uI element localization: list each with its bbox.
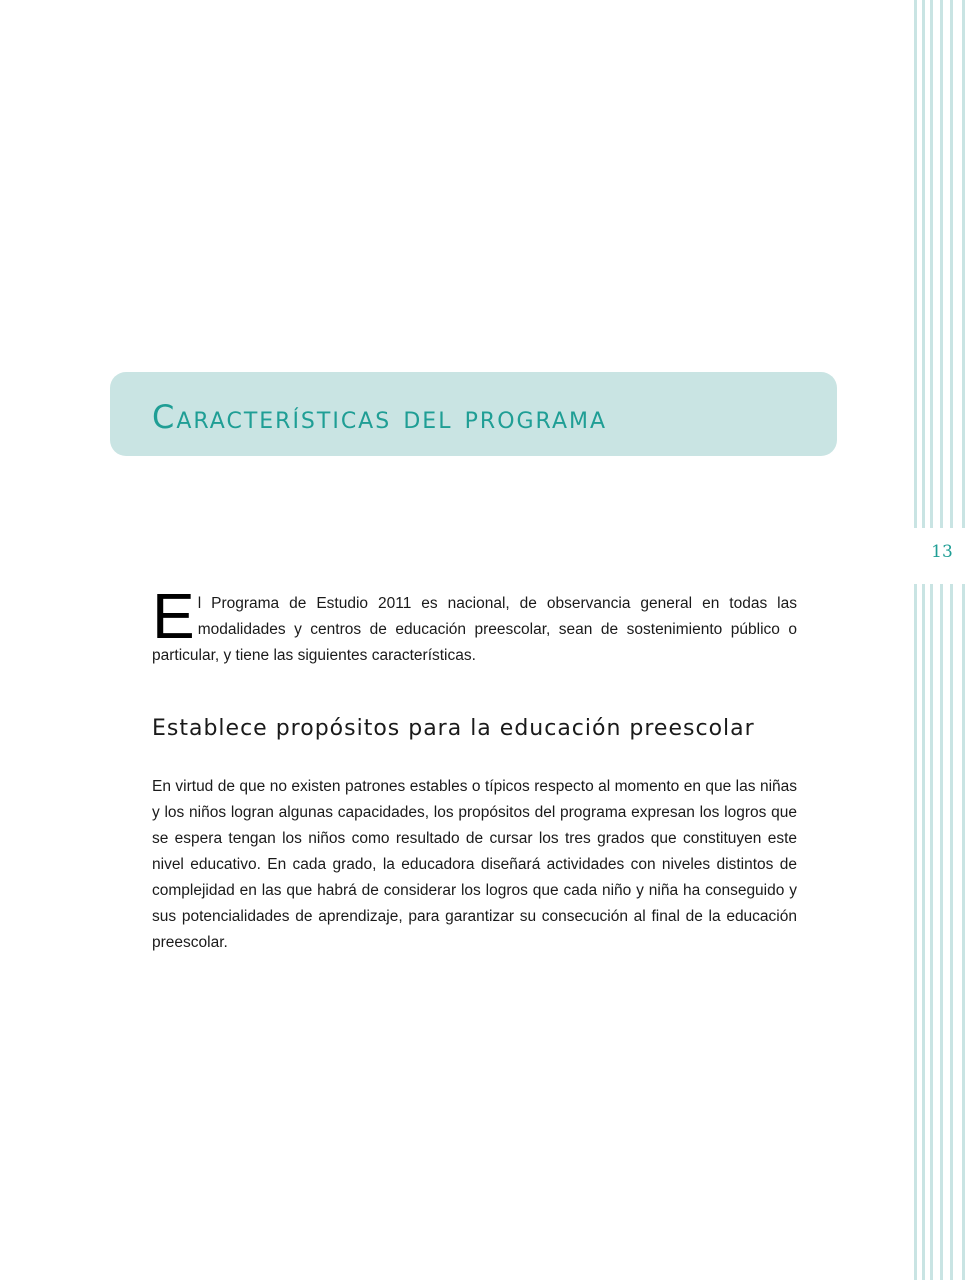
subsection-heading: Establece propósitos para la educación preescolar <box>152 716 755 741</box>
section-title: Características del programa <box>152 398 608 436</box>
decorative-stripe <box>950 0 953 1280</box>
intro-paragraph <box>152 580 797 669</box>
decorative-stripe <box>914 0 917 1280</box>
page-number: 13 <box>931 542 953 562</box>
section-title-banner <box>110 372 837 456</box>
decorative-stripe <box>962 0 965 1280</box>
drop-cap: E <box>152 580 195 652</box>
decorative-stripe <box>922 0 925 1280</box>
decorative-stripe <box>930 0 933 1280</box>
decorative-stripe <box>940 0 943 1280</box>
intro-text: l Programa de Estudio 2011 es nacional, de observancia general en todas las modalidades y centros de educación preescolar, sean de sostenimiento público o particular, y tiene las siguientes características. <box>152 595 797 664</box>
body-paragraph: En virtud de que no existen patrones estables o típicos respecto al momento en que las niñas y los niños logran algunas capacidades, los propósitos del programa expresan los logros que se espera tengan los niños como resultado de cursar los tres grados que constituyen este nivel educativo. En cada grado, la educadora diseñará actividades con niveles distintos de complejidad en las que habrá de considerar los logros que cada niño y niña ha conseguido y sus potencialidades de aprendizaje, para garantizar su consecución al final de la educación preescolar. <box>152 778 797 951</box>
